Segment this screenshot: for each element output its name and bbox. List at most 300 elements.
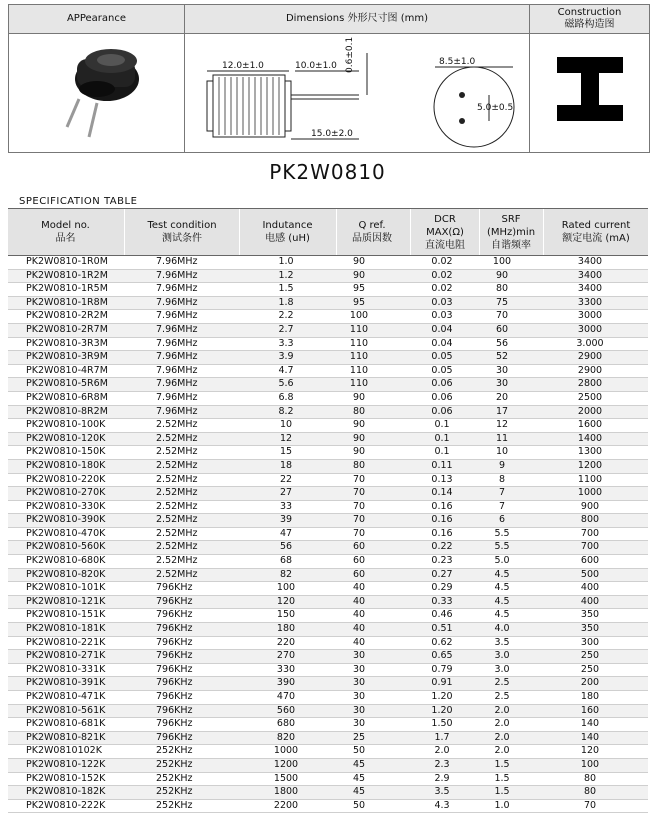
table-cell: PK2W0810-100K bbox=[26, 419, 106, 431]
table-cell: 7.96MHz bbox=[156, 391, 198, 403]
table-cell: 2.52MHz bbox=[156, 555, 198, 567]
table-row bbox=[8, 691, 648, 705]
table-cell: 1300 bbox=[577, 446, 603, 458]
col-model bbox=[8, 209, 123, 255]
table-row bbox=[8, 541, 648, 555]
table-row bbox=[8, 365, 648, 379]
table-cell: 796KHz bbox=[156, 636, 193, 648]
table-cell: 270 bbox=[276, 650, 296, 662]
table-cell: 18 bbox=[279, 459, 293, 471]
col-test bbox=[126, 209, 238, 255]
table-cell: 180 bbox=[580, 691, 600, 702]
table-cell: 50 bbox=[352, 745, 366, 757]
table-cell: 2.52MHz bbox=[156, 514, 198, 526]
table-cell: 80 bbox=[583, 786, 597, 798]
table-cell: 40 bbox=[352, 595, 366, 607]
table-row bbox=[8, 650, 648, 664]
col-label: Q ref. bbox=[358, 220, 386, 231]
table-cell: 70 bbox=[495, 310, 509, 322]
appearance-label: APPearance bbox=[66, 13, 127, 24]
table-cell: 90 bbox=[352, 256, 366, 267]
table-cell: 1400 bbox=[577, 432, 603, 444]
table-cell: PK2W0810-2R7M bbox=[26, 323, 108, 335]
table-cell: 140 bbox=[580, 718, 600, 730]
table-cell: 0.05 bbox=[431, 364, 453, 376]
dim-total: 15.0±2.0 bbox=[311, 129, 353, 139]
dim-lead-dia: 0.6±0.1 bbox=[345, 36, 355, 73]
table-cell: 2.0 bbox=[494, 704, 510, 716]
table-cell: 2.52MHz bbox=[156, 500, 198, 512]
table-cell: 110 bbox=[349, 323, 369, 335]
table-cell: 3400 bbox=[577, 269, 603, 281]
table-cell: PK2W0810-2R2M bbox=[26, 310, 108, 322]
table-cell: 0.33 bbox=[431, 595, 453, 607]
table-cell: 2.52MHz bbox=[156, 568, 198, 580]
table-cell: 0.16 bbox=[431, 514, 453, 526]
table-cell: 500 bbox=[580, 568, 600, 580]
table-cell: 95 bbox=[352, 283, 366, 295]
divider bbox=[184, 5, 185, 152]
table-cell: 90 bbox=[495, 269, 509, 281]
table-cell: 3.0 bbox=[494, 650, 510, 662]
table-cell: 100 bbox=[276, 582, 296, 594]
table-cell: 40 bbox=[352, 609, 366, 621]
table-cell: PK2W0810-1R0M bbox=[26, 256, 108, 267]
table-cell: 250 bbox=[580, 663, 600, 675]
table-row bbox=[8, 773, 648, 787]
table-cell: 2900 bbox=[577, 364, 603, 376]
table-cell: 390 bbox=[276, 677, 296, 689]
table-cell: 252KHz bbox=[156, 758, 193, 770]
table-cell: 0.13 bbox=[431, 473, 453, 485]
table-row bbox=[8, 460, 648, 474]
table-cell: 80 bbox=[583, 772, 597, 784]
table-cell: 7 bbox=[498, 487, 506, 499]
table-cell: 10 bbox=[495, 446, 509, 458]
table-cell: 1500 bbox=[273, 772, 299, 784]
table-row bbox=[8, 623, 648, 637]
table-cell: 2000 bbox=[577, 405, 603, 417]
table-cell: PK2W0810-8R2M bbox=[26, 405, 108, 417]
col-label: 电感 (uH) bbox=[265, 233, 310, 244]
table-cell: 0.79 bbox=[431, 663, 453, 675]
col-inductance bbox=[240, 209, 335, 255]
table-row bbox=[8, 677, 648, 691]
table-cell: 350 bbox=[580, 623, 600, 635]
table-cell: 2.5 bbox=[494, 677, 510, 689]
table-cell: PK2W0810-680K bbox=[26, 555, 106, 567]
table-cell: 3400 bbox=[577, 283, 603, 295]
table-cell: 22 bbox=[279, 473, 293, 485]
table-cell: 100 bbox=[492, 256, 512, 267]
col-label: 自谐频率 bbox=[491, 239, 531, 251]
table-cell: 0.1 bbox=[434, 432, 450, 444]
table-cell: 70 bbox=[352, 473, 366, 485]
table-cell: PK2W0810-331K bbox=[26, 663, 106, 675]
table-row bbox=[8, 609, 648, 623]
col-label: Indutance bbox=[262, 220, 313, 231]
table-cell: 796KHz bbox=[156, 704, 193, 716]
table-cell: 2.52MHz bbox=[156, 446, 198, 458]
table-cell: 0.04 bbox=[431, 323, 453, 335]
table-cell: 80 bbox=[352, 405, 366, 417]
table-cell: PK2W0810-182K bbox=[26, 786, 106, 798]
table-cell: 700 bbox=[580, 541, 600, 553]
construction-label-en: Construction bbox=[557, 7, 622, 18]
table-cell: 4.5 bbox=[494, 568, 510, 580]
dim-pitch: 5.0±0.5 bbox=[477, 103, 514, 113]
table-row bbox=[8, 283, 648, 297]
table-cell: 2.2 bbox=[278, 310, 294, 322]
table-cell: 800 bbox=[580, 514, 600, 526]
table-row bbox=[8, 270, 648, 284]
table-cell: 100 bbox=[580, 758, 600, 770]
table-cell: 70 bbox=[352, 514, 366, 526]
table-cell: 2.52MHz bbox=[156, 432, 198, 444]
table-cell: 2.52MHz bbox=[156, 527, 198, 539]
table-cell: 796KHz bbox=[156, 595, 193, 607]
table-cell: 60 bbox=[352, 555, 366, 567]
table-cell: 0.16 bbox=[431, 500, 453, 512]
table-cell: 12 bbox=[495, 419, 509, 431]
table-cell: 12 bbox=[279, 432, 293, 444]
table-cell: 0.22 bbox=[431, 541, 453, 553]
table-cell: 68 bbox=[279, 555, 293, 567]
table-cell: 796KHz bbox=[156, 582, 193, 594]
table-cell: 60 bbox=[352, 541, 366, 553]
table-cell: 0.65 bbox=[431, 650, 453, 662]
table-row bbox=[8, 256, 648, 270]
table-cell: 7.96MHz bbox=[156, 323, 198, 335]
table-cell: 1000 bbox=[577, 487, 603, 499]
inductor-photo bbox=[49, 39, 149, 144]
table-row bbox=[8, 419, 648, 433]
spec-table-title: SPECIFICATION TABLE bbox=[19, 196, 138, 207]
table-row bbox=[8, 596, 648, 610]
header-panel bbox=[8, 4, 650, 153]
table-cell: 30 bbox=[352, 718, 366, 730]
table-cell: 250 bbox=[580, 650, 600, 662]
dim-body-length: 12.0±1.0 bbox=[222, 61, 264, 71]
table-cell: 1000 bbox=[273, 745, 299, 757]
table-cell: 0.03 bbox=[431, 310, 453, 322]
table-cell: 4.0 bbox=[494, 623, 510, 635]
table-cell: PK2W0810-221K bbox=[26, 636, 106, 648]
table-cell: 50 bbox=[352, 799, 366, 811]
table-row bbox=[8, 800, 648, 813]
col-label: 测试条件 bbox=[162, 233, 202, 244]
table-cell: 0.03 bbox=[431, 296, 453, 308]
table-cell: PK2W0810-6R8M bbox=[26, 391, 108, 403]
table-cell: 45 bbox=[352, 758, 366, 770]
table-cell: 7.96MHz bbox=[156, 351, 198, 363]
table-cell: 0.51 bbox=[431, 623, 453, 635]
table-cell: 2200 bbox=[273, 799, 299, 811]
dim-lead-length: 10.0±1.0 bbox=[295, 61, 337, 71]
table-cell: PK2W0810-181K bbox=[26, 623, 106, 635]
table-cell: 1200 bbox=[273, 758, 299, 770]
table-cell: 5.5 bbox=[494, 541, 510, 553]
table-cell: 2.5 bbox=[494, 691, 510, 702]
table-cell: 0.29 bbox=[431, 582, 453, 594]
table-row bbox=[8, 745, 648, 759]
table-cell: 52 bbox=[495, 351, 509, 363]
table-cell: 1100 bbox=[577, 473, 603, 485]
table-row bbox=[8, 310, 648, 324]
table-cell: 400 bbox=[580, 582, 600, 594]
table-cell: 25 bbox=[352, 731, 366, 743]
table-cell: 1.8 bbox=[278, 296, 294, 308]
table-cell: 120 bbox=[276, 595, 296, 607]
construction-label-cn: 磁路构造图 bbox=[564, 19, 615, 30]
table-cell: 0.62 bbox=[431, 636, 453, 648]
col-label: Rated current bbox=[561, 220, 631, 231]
col-label: (MHz)min bbox=[486, 226, 536, 238]
table-cell: 1.5 bbox=[494, 772, 510, 784]
col-rated bbox=[544, 209, 648, 255]
table-cell: 0.1 bbox=[434, 446, 450, 458]
table-cell: 3.000 bbox=[576, 337, 604, 349]
table-cell: 30 bbox=[495, 378, 509, 390]
table-cell: PK2W0810-471K bbox=[26, 691, 106, 702]
table-cell: 7.96MHz bbox=[156, 296, 198, 308]
table-cell: 100 bbox=[349, 310, 369, 322]
table-cell: 2800 bbox=[577, 378, 603, 390]
table-cell: 2.52MHz bbox=[156, 459, 198, 471]
table-row bbox=[8, 637, 648, 651]
table-cell: 3.5 bbox=[494, 636, 510, 648]
table-cell: 7.96MHz bbox=[156, 405, 198, 417]
table-cell: 2.3 bbox=[434, 758, 450, 770]
table-row bbox=[8, 351, 648, 365]
table-cell: 39 bbox=[279, 514, 293, 526]
table-cell: 330 bbox=[276, 663, 296, 675]
table-cell: 3.9 bbox=[278, 351, 294, 363]
table-cell: 7.96MHz bbox=[156, 310, 198, 322]
table-cell: 0.06 bbox=[431, 391, 453, 403]
table-cell: 56 bbox=[279, 541, 293, 553]
table-row bbox=[8, 718, 648, 732]
table-cell: 2.52MHz bbox=[156, 473, 198, 485]
table-cell: 4.5 bbox=[494, 609, 510, 621]
table-cell: 75 bbox=[495, 296, 509, 308]
table-cell: 1.5 bbox=[494, 786, 510, 798]
table-cell: 40 bbox=[352, 582, 366, 594]
table-row bbox=[8, 446, 648, 460]
table-cell: 0.02 bbox=[431, 269, 453, 281]
table-cell: 70 bbox=[352, 487, 366, 499]
table-cell: 2.0 bbox=[434, 745, 450, 757]
table-cell: 4.3 bbox=[434, 799, 450, 811]
table-cell: 30 bbox=[352, 663, 366, 675]
construction-core-icon bbox=[557, 57, 623, 121]
table-cell: 30 bbox=[352, 650, 366, 662]
dim-diameter: 8.5±1.0 bbox=[439, 57, 476, 67]
table-cell: 1800 bbox=[273, 786, 299, 798]
table-cell: 7.96MHz bbox=[156, 364, 198, 376]
col-srf bbox=[480, 209, 542, 255]
table-cell: 110 bbox=[349, 378, 369, 390]
table-cell: 1200 bbox=[577, 459, 603, 471]
table-cell: 120 bbox=[580, 745, 600, 757]
table-cell: 33 bbox=[279, 500, 293, 512]
table-row bbox=[8, 705, 648, 719]
table-cell: 11 bbox=[495, 432, 509, 444]
table-row bbox=[8, 528, 648, 542]
table-cell: 0.14 bbox=[431, 487, 453, 499]
table-cell: PK2W0810-121K bbox=[26, 595, 106, 607]
table-cell: 252KHz bbox=[156, 799, 193, 811]
table-cell: 110 bbox=[349, 364, 369, 376]
table-header bbox=[8, 208, 648, 256]
table-cell: 1600 bbox=[577, 419, 603, 431]
table-cell: 796KHz bbox=[156, 731, 193, 743]
col-label: 额定电流 (mA) bbox=[562, 233, 630, 244]
table-cell: 820 bbox=[276, 731, 296, 743]
dimensions-header bbox=[185, 5, 529, 34]
col-label: 品质因数 bbox=[352, 233, 392, 244]
table-cell: PK2W0810-270K bbox=[26, 487, 106, 499]
table-cell: 0.23 bbox=[431, 555, 453, 567]
table-cell: 1.7 bbox=[434, 731, 450, 743]
table-row bbox=[8, 555, 648, 569]
table-row bbox=[8, 433, 648, 447]
table-cell: 1.20 bbox=[431, 691, 453, 702]
appearance-header bbox=[9, 5, 184, 34]
table-cell: 45 bbox=[352, 772, 366, 784]
table-cell: PK2W0810102K bbox=[26, 745, 102, 757]
table-cell: PK2W0810-470K bbox=[26, 527, 106, 539]
table-cell: PK2W0810-821K bbox=[26, 731, 106, 743]
table-cell: 7.96MHz bbox=[156, 283, 198, 295]
table-cell: 2.0 bbox=[494, 745, 510, 757]
table-cell: 150 bbox=[276, 609, 296, 621]
table-cell: 2.52MHz bbox=[156, 487, 198, 499]
table-row bbox=[8, 392, 648, 406]
table-cell: 3.3 bbox=[278, 337, 294, 349]
table-cell: 5.5 bbox=[494, 527, 510, 539]
table-cell: 3000 bbox=[577, 310, 603, 322]
table-cell: PK2W0810-820K bbox=[26, 568, 106, 580]
table-cell: 1.20 bbox=[431, 704, 453, 716]
table-cell: 600 bbox=[580, 555, 600, 567]
table-row bbox=[8, 786, 648, 800]
table-cell: 0.06 bbox=[431, 405, 453, 417]
table-cell: 30 bbox=[352, 677, 366, 689]
table-cell: 3400 bbox=[577, 256, 603, 267]
table-cell: 27 bbox=[279, 487, 293, 499]
table-cell: 680 bbox=[276, 718, 296, 730]
table-cell: 90 bbox=[352, 391, 366, 403]
col-label: MAX(Ω) bbox=[426, 226, 464, 238]
table-cell: 252KHz bbox=[156, 745, 193, 757]
table-row bbox=[8, 664, 648, 678]
table-cell: PK2W0810-330K bbox=[26, 500, 106, 512]
table-row bbox=[8, 297, 648, 311]
table-cell: 1.5 bbox=[494, 758, 510, 770]
col-q bbox=[337, 209, 407, 255]
divider bbox=[529, 5, 530, 152]
dimension-drawing bbox=[199, 35, 529, 150]
table-cell: 4.7 bbox=[278, 364, 294, 376]
table-cell: 3300 bbox=[577, 296, 603, 308]
table-cell: PK2W0810-1R2M bbox=[26, 269, 108, 281]
col-label: Test condition bbox=[147, 220, 217, 231]
table-cell: 2.52MHz bbox=[156, 541, 198, 553]
table-cell: PK2W0810-5R6M bbox=[26, 378, 108, 390]
table-row bbox=[8, 474, 648, 488]
col-label: DCR bbox=[434, 213, 456, 225]
table-cell: 45 bbox=[352, 786, 366, 798]
table-cell: 1.0 bbox=[278, 256, 294, 267]
table-cell: 7.96MHz bbox=[156, 269, 198, 281]
table-cell: 0.02 bbox=[431, 256, 453, 267]
table-cell: 300 bbox=[580, 636, 600, 648]
table-cell: 70 bbox=[583, 799, 597, 811]
table-cell: 2.0 bbox=[494, 731, 510, 743]
table-cell: PK2W0810-222K bbox=[26, 799, 106, 811]
table-cell: 0.1 bbox=[434, 419, 450, 431]
table-cell: 0.16 bbox=[431, 527, 453, 539]
table-cell: 82 bbox=[279, 568, 293, 580]
table-cell: 796KHz bbox=[156, 718, 193, 730]
spec-table bbox=[8, 208, 648, 813]
table-cell: 1.2 bbox=[278, 269, 294, 281]
table-cell: 8 bbox=[498, 473, 506, 485]
table-cell: PK2W0810-220K bbox=[26, 473, 106, 485]
table-cell: PK2W0810-3R9M bbox=[26, 351, 108, 363]
table-cell: 10 bbox=[279, 419, 293, 431]
table-row bbox=[8, 324, 648, 338]
table-row bbox=[8, 514, 648, 528]
table-cell: 47 bbox=[279, 527, 293, 539]
table-cell: 40 bbox=[352, 623, 366, 635]
table-cell: 110 bbox=[349, 337, 369, 349]
table-cell: PK2W0810-1R5M bbox=[26, 283, 108, 295]
table-cell: 15 bbox=[279, 446, 293, 458]
table-cell: 3.5 bbox=[434, 786, 450, 798]
table-cell: 30 bbox=[352, 704, 366, 716]
table-cell: 110 bbox=[349, 351, 369, 363]
table-cell: PK2W0810-151K bbox=[26, 609, 106, 621]
table-cell: 3000 bbox=[577, 323, 603, 335]
table-cell: PK2W0810-150K bbox=[26, 446, 106, 458]
col-label: 品名 bbox=[55, 233, 76, 244]
table-cell: 6.8 bbox=[278, 391, 294, 403]
table-cell: 180 bbox=[276, 623, 296, 635]
table-cell: 20 bbox=[495, 391, 509, 403]
table-cell: PK2W0810-681K bbox=[26, 718, 106, 730]
table-cell: 350 bbox=[580, 609, 600, 621]
table-row bbox=[8, 732, 648, 746]
table-cell: 7.96MHz bbox=[156, 337, 198, 349]
table-cell: 252KHz bbox=[156, 786, 193, 798]
table-cell: 0.06 bbox=[431, 378, 453, 390]
table-cell: 470 bbox=[276, 691, 296, 702]
table-cell: 140 bbox=[580, 731, 600, 743]
table-row bbox=[8, 501, 648, 515]
table-cell: 90 bbox=[352, 419, 366, 431]
table-cell: 0.05 bbox=[431, 351, 453, 363]
table-cell: PK2W0810-3R3M bbox=[26, 337, 108, 349]
dimensions-label: Dimensions 外形尺寸图 (mm) bbox=[285, 13, 428, 24]
table-cell: 70 bbox=[352, 527, 366, 539]
table-cell: 1.50 bbox=[431, 718, 453, 730]
table-row bbox=[8, 378, 648, 392]
table-cell: PK2W0810-271K bbox=[26, 650, 106, 662]
table-row bbox=[8, 582, 648, 596]
table-cell: 0.27 bbox=[431, 568, 453, 580]
